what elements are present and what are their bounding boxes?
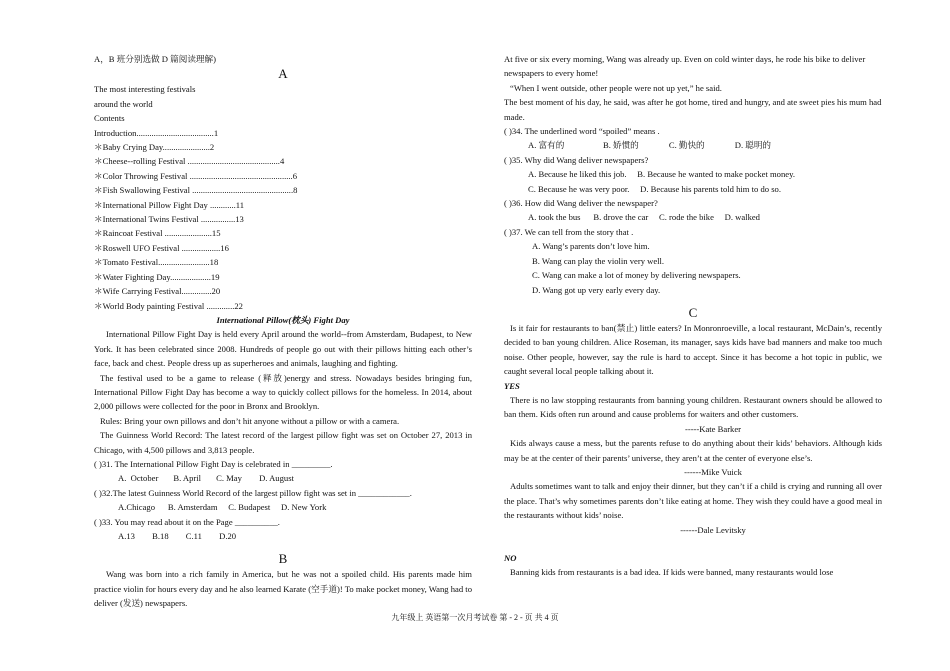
intro-line: around the world — [94, 98, 153, 109]
paragraph: At five or six every morning, Wang was already up. Even on cold winter days, he rode his bike to deliver newspapers to every home! — [504, 54, 866, 79]
section-b-heading: B — [278, 551, 288, 567]
question-35-options: A. Because he liked this job. B. Because he wanted to make pocket money. — [528, 169, 795, 180]
question-34-options: A. 富有的 B. 娇惯的 C. 勤快的 D. 聪明的 — [528, 140, 772, 151]
table-of-contents — [94, 126, 472, 313]
toc-entry: ＊International Twins Festival ................13 — [94, 214, 244, 225]
question-33-options: A.13 B.18 C.11 D.20 — [118, 531, 237, 541]
question-32: ( )32.The latest Guinness World Record of the largest pillow fight was set in ____________. — [94, 487, 412, 498]
left-column — [94, 52, 472, 611]
paragraph: Is it fair for restaurants to ban(禁止) little eaters? In Monronroeville, a local restaurant, McDain’s, recently decided to ban young children. Alice Roseman, its manager, says kids have bad manners and make too much noise. Other people, however, say the rule is hard to accept. Since it has become a hot topic in public, we caught several local people talking about it. — [504, 322, 882, 377]
toc-entry: ＊Water Fighting Day...................19 — [94, 271, 220, 282]
article-title: International Pillow(枕头) Fight Day — [216, 314, 350, 325]
toc-entry: ＊Raincoat Festival ......................15 — [94, 228, 221, 239]
paragraph: Kids always cause a mess, but the parents refuse to do anything about their kids’ behaviors. Although kids may be at the center of their parents’ universe, they aren’t at the center of everyone else’s. — [504, 438, 882, 463]
intro-line: The most interesting festivals — [94, 84, 196, 95]
paragraph: The Guinness World Record: The latest record of the largest pillow fight was set on October 27, 2013 in Chicago, with 4,500 pillows and 3,813 people. — [94, 430, 472, 455]
toc-entry: ＊International Pillow Fight Day ............11 — [94, 199, 245, 210]
paragraph: The festival used to be a game to release (释放)energy and stress. Nowadays besides bringing fun, International Pillow Fight Day has become a way to quickly collect pillows for the homeless. In 2014, about 2,000 pillows were collected for the poor in Bronx and Brooklyn. — [94, 372, 472, 412]
header-note: A，B 班分别选做 D 篇阅读理解) — [94, 54, 216, 64]
right-column — [504, 52, 882, 580]
question-35: ( )35. Why did Wang deliver newspapers? — [504, 154, 649, 165]
question-36: ( )36. How did Wang deliver the newspaper? — [504, 198, 658, 209]
question-33: ( )33. You may read about it on the Page __________. — [94, 516, 280, 527]
section-a-heading: A — [278, 66, 288, 82]
paragraph: Adults sometimes want to talk and enjoy their dinner, but they can’t if a child is crying and running all over the place. That’s why sometimes parents don’t like eating at home. They wish they could have a good meal in the restaurants without kids’ noise. — [504, 481, 882, 521]
section-c-heading: C — [688, 304, 698, 320]
toc-entry: ＊Wife Carrying Festival..............20 — [94, 286, 221, 297]
toc-entry: ＊Color Throwing Festival ................................................6 — [94, 170, 297, 181]
toc-entry: ＊Baby Crying Day......................2 — [94, 142, 215, 153]
paragraph: Wang was born into a rich family in America, but he was not a spoiled child. His parents made him practice violin for hours every day and he also learned Karate (空手道)! To make pocket money, Wang had to deliver (发送) newspapers. — [94, 569, 472, 609]
contents-heading: Contents — [94, 113, 125, 124]
question-37-option: C. Wang can make a lot of money by delivering newspapers. — [532, 270, 741, 281]
toc-entry: ＊Tomato Festival........................18 — [94, 257, 219, 268]
question-37-option: A. Wang’s parents don’t love him. — [532, 241, 650, 252]
question-35-options: C. Because he was very poor. D. Because his parents told him to do so. — [528, 183, 781, 194]
signature: -----Kate Barker — [684, 423, 742, 434]
toc-entry: ＊Roswell UFO Festival ..................16 — [94, 242, 229, 253]
signature: ------Dale Levitsky — [680, 524, 746, 535]
toc-entry: ＊Fish Swallowing Festival ...............................................8 — [94, 185, 298, 196]
toc-entry: ＊World Body painting Festival .............22 — [94, 300, 243, 311]
question-31-options: A. October B. April C. May D. August — [118, 473, 294, 484]
question-37: ( )37. We can tell from the story that . — [504, 226, 634, 237]
question-36-options: A. took the bus B. drove the car C. rode the bike D. walked — [528, 212, 760, 223]
question-37-option: B. Wang can play the violin very well. — [532, 255, 665, 266]
paragraph: International Pillow Fight Day is held every April around the world--from Amsterdam, Budapest, to New York. It has been celebrated since 2008. Hundreds of people go out with their pillows hitting each other’s face, back and chest. People dress up as superheroes and animals, laughing and fighting. — [94, 329, 472, 369]
toc-entry: ＊Cheese--rolling Festival ...........................................4 — [94, 156, 285, 167]
paragraph: Banning kids from restaurants is a bad idea. If kids were banned, many restaurants would lose — [510, 567, 834, 578]
page-footer: 九年级上 英语第一次月考试卷 第 - 2 - 页 共 4 页 — [391, 613, 559, 622]
paragraph: There is no law stopping restaurants from banning young children. Restaurant owners should be allowed to ban them. Kids often run around and cause problems for waiters and other customers. — [504, 394, 882, 420]
yes-label: YES — [504, 380, 520, 391]
toc-entry: Introduction....................................1 — [94, 127, 219, 138]
signature: ------Mike Vuick — [684, 466, 742, 477]
paragraph: “When I went outside, other people were not up yet,” he said. — [510, 82, 722, 93]
no-label: NO — [504, 553, 517, 563]
question-34: ( )34. The underlined word “spoiled” means . — [504, 126, 660, 137]
paragraph: Rules: Bring your own pillows and don’t hit anyone without a pillow or with a camera. — [100, 415, 400, 426]
question-32-options: A.Chicago B. Amsterdam C. Budapest D. New York — [118, 502, 327, 513]
paragraph: The best moment of his day, he said, was after he got home, tired and hungry, and ate sweet pies his mum had made. — [504, 97, 882, 122]
question-37-option: D. Wang got up very early every day. — [532, 284, 661, 295]
question-31: ( )31. The International Pillow Fight Day is celebrated in _________. — [94, 458, 333, 469]
